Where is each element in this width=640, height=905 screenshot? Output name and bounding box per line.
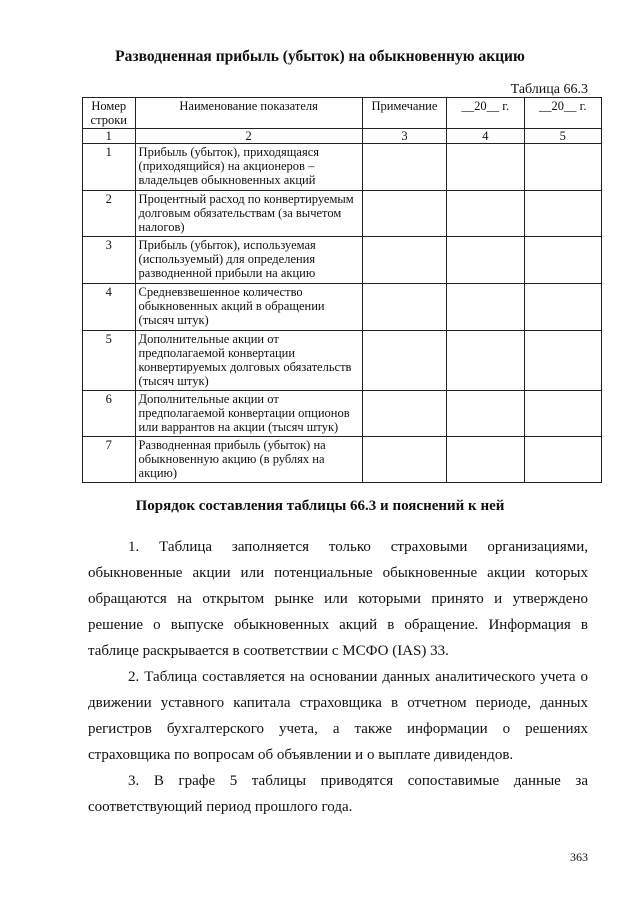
paragraph: 3. В графе 5 таблицы приводятся сопоставимые данные за соответствующий период прошлого года.	[88, 773, 588, 815]
header-indicator-name: Наименование показателя	[135, 98, 362, 129]
header-row-number: Номер строки	[83, 98, 136, 129]
row-year-2-cell	[524, 331, 601, 391]
row-year-1-cell	[447, 191, 524, 237]
paragraph: 1. Таблица заполняется только страховыми организациями, обыкновенные акции или потенциальные обыкновенные акции которых обращаются на открытом рынке или которыми принято и утверждено решение о выпуске обыкновенных акций в обращение. Информация в таблице раскрывается в соответствии с МСФО (IAS) 33.	[88, 539, 588, 659]
table-row	[83, 284, 602, 331]
row-year-2-cell	[524, 144, 601, 191]
row-number: 7	[83, 437, 136, 483]
row-note-cell	[362, 284, 446, 331]
row-number: 1	[83, 144, 136, 191]
row-year-2-cell	[524, 284, 601, 331]
column-number: 4	[447, 129, 524, 144]
header-year-2: __20__ г.	[524, 98, 601, 129]
table-row	[83, 437, 602, 483]
row-indicator-name: Прибыль (убыток), используемая (используемый) для определения разводненной прибыли на акцию	[135, 237, 362, 284]
row-note-cell	[362, 437, 446, 483]
table-caption: Таблица 66.3	[510, 82, 588, 97]
row-year-1-cell	[447, 391, 524, 437]
row-indicator-name: Разводненная прибыль (убыток) на обыкновенную акцию (в рублях на акцию)	[135, 437, 362, 483]
table-row	[83, 144, 602, 191]
header-note: Примечание	[362, 98, 446, 129]
row-indicator-name: Дополнительные акции от предполагаемой конвертации опционов или варрантов на акции (тысяч штук)	[135, 391, 362, 437]
document-title: Разводненная прибыль (убыток) на обыкновенную акцию	[115, 48, 525, 65]
row-note-cell	[362, 144, 446, 191]
row-year-1-cell	[447, 237, 524, 284]
row-indicator-name: Процентный расход по конвертируемым долговым обязательствам (за вычетом налогов)	[135, 191, 362, 237]
row-indicator-name: Прибыль (убыток), приходящаяся (приходящийся) на акционеров – владельцев обыкновенных акций	[135, 144, 362, 191]
row-year-1-cell	[447, 144, 524, 191]
row-year-2-cell	[524, 237, 601, 284]
row-number: 3	[83, 237, 136, 284]
row-year-2-cell	[524, 437, 601, 483]
column-number: 3	[362, 129, 446, 144]
table-row	[83, 237, 602, 284]
section-title: Порядок составления таблицы 66.3 и пояснений к ней	[135, 498, 505, 514]
row-year-1-cell	[447, 437, 524, 483]
row-note-cell	[362, 191, 446, 237]
header-year-1: __20__ г.	[447, 98, 524, 129]
row-year-2-cell	[524, 191, 601, 237]
row-note-cell	[362, 391, 446, 437]
row-number: 6	[83, 391, 136, 437]
row-note-cell	[362, 237, 446, 284]
row-note-cell	[362, 331, 446, 391]
column-number: 2	[135, 129, 362, 144]
column-number-row	[83, 129, 602, 144]
row-year-2-cell	[524, 391, 601, 437]
paragraph: 2. Таблица составляется на основании данных аналитического учета о движении уставного капитала страховщика в отчетном периоде, данных регистров бухгалтерского учета, а также информации о решениях страховщика по вопросам об объявлении и о выплате дивидендов.	[88, 669, 588, 763]
table-row	[83, 191, 602, 237]
column-number: 1	[83, 129, 136, 144]
table-header-row	[83, 98, 602, 129]
row-indicator-name: Средневзвешенное количество обыкновенных акций в обращении (тысяч штук)	[135, 284, 362, 331]
row-number: 5	[83, 331, 136, 391]
row-number: 4	[83, 284, 136, 331]
row-year-1-cell	[447, 331, 524, 391]
page-number: 363	[570, 850, 588, 864]
table-row	[83, 391, 602, 437]
row-indicator-name: Дополнительные акции от предполагаемой конвертации конвертируемых долговых обязательств (тысяч штук)	[135, 331, 362, 391]
column-number: 5	[524, 129, 601, 144]
row-number: 2	[83, 191, 136, 237]
row-year-1-cell	[447, 284, 524, 331]
data-table	[82, 97, 602, 483]
table-row	[83, 331, 602, 391]
